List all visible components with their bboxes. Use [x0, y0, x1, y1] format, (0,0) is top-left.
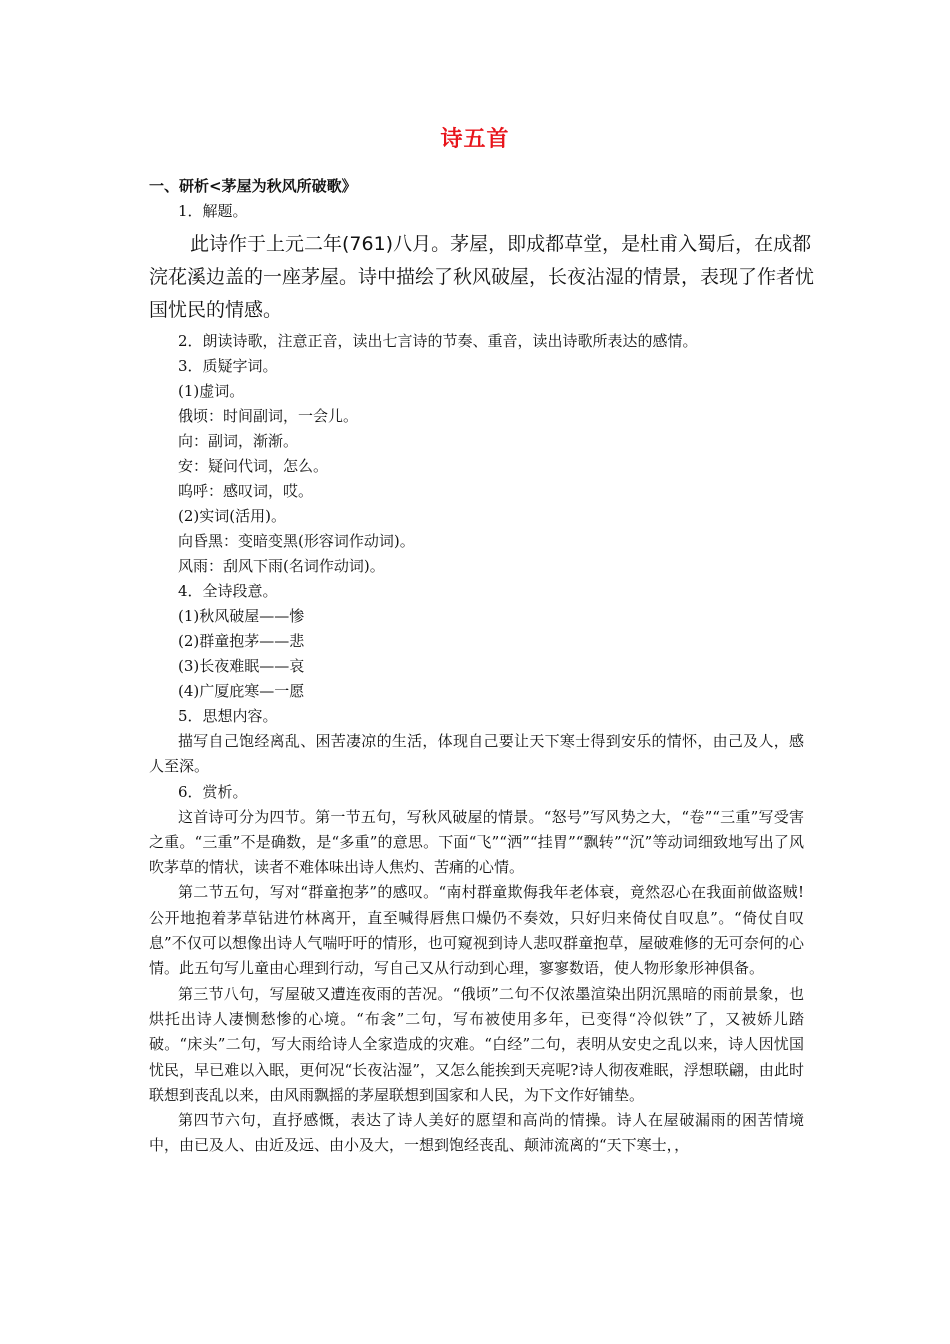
item-heading: 1．解题。 — [178, 202, 248, 220]
intro-line: 此诗作于上元二年(761)八月。茅屋，即成都草堂，是杜甫入蜀后，在成都 — [190, 233, 812, 255]
item-heading: 3．质疑字词。 — [178, 357, 278, 375]
body-paragraph: 第四节六句，直抒感慨，表达了诗人美好的愿望和高尚的情操。诗人在屋破漏雨的困苦情境中，由已及人、由近及远、由小及大，一想到饱经丧乱、颠沛流离的“天下寒士，， — [149, 1111, 804, 1155]
stanza-summary: (2)群童抱茅——悲 — [178, 632, 305, 650]
body-paragraph: 第二节五句，写对“群童抱茅”的感叹。“南村群童欺侮我年老体衰，竟然忍心在我面前做盗贼!公开地抱着茅草钻进竹林离开，直至喊得唇焦口燥仍不奏效，只好归来倚仗自叹息”。“倚仗自叹息”不仅可以想像出诗人气喘吁吁的情形，也可窥视到诗人悲叹群童抱草，屋破难修的无可奈何的心情。此五句写儿童由心理到行动，写自己又从行动到心理，寥寥数语，使人物形象形神俱备。 — [149, 883, 804, 978]
body-paragraph: 描写自己饱经离乱、困苦凄凉的生活，体现自己要让天下寒士得到安乐的情怀，由己及人，感人至深。 — [149, 732, 804, 776]
word-note: 向昏黑：变暗变黑(形容词作动词)。 — [178, 532, 415, 550]
intro-line: 国忧民的情感。 — [149, 299, 283, 321]
word-note: 安：疑问代词，怎么。 — [178, 457, 329, 475]
stanza-summary: (3)长夜难眠——哀 — [178, 657, 305, 675]
page-title: 诗五首 — [440, 127, 510, 152]
word-note: 呜呼：感叹词，哎。 — [178, 482, 314, 500]
sub-heading: (2)实词(活用)。 — [178, 507, 286, 525]
sub-heading: (1)虚词。 — [178, 382, 245, 400]
word-note: 风雨：刮风下雨(名词作动词)。 — [178, 557, 385, 575]
word-note: 向：副词，渐渐。 — [178, 432, 299, 450]
item-heading: 6．赏析。 — [178, 782, 248, 801]
word-note: 俄顷：时间副词，一会儿。 — [178, 407, 359, 425]
body-paragraph: 这首诗可分为四节。第一节五句，写秋风破屋的情景。“怒号”写风势之大，“卷”“三重”写受害之重。“三重”不是确数，是“多重”的意思。下面“飞”“洒”“挂胃”“飘转”“沉”等动词细致地写出了风吹茅草的情状，读者不难体味出诗人焦灼、苦痛的心情。 — [149, 807, 804, 877]
body-paragraph: 第三节八句，写屋破又遭连夜雨的苦况。“俄顷”二句不仅浓墨渲染出阴沉黑暗的雨前景象，也烘托出诗人凄恻愁惨的心境。“布衾”二句，写布被使用多年，已变得“冷似铁”了，又被娇儿踏破。“床头”二句，写大雨给诗人全家造成的灾难。“白经”二句，表明从安史之乱以来，诗人因忧国忧民，早已难以入眠，更何况“长夜沾湿”，又怎么能挨到天亮呢?诗人彻夜难眠，浮想联翩，由此时联想到丧乱以来，由风雨飘摇的茅屋联想到国家和人民，为下文作好铺垫。 — [149, 984, 804, 1104]
stanza-summary: (1)秋风破屋——惨 — [178, 607, 305, 625]
item-heading: 2．朗读诗歌，注意正音，读出七言诗的节奏、重音，读出诗歌所表达的感情。 — [178, 332, 698, 350]
intro-line: 浣花溪边盖的一座茅屋。诗中描绘了秋风破屋，长夜沾湿的情景，表现了作者忧 — [149, 266, 815, 288]
stanza-summary: (4)广厦庇寒—一愿 — [178, 682, 305, 700]
item-heading: 5．思想内容。 — [178, 707, 278, 725]
item-heading: 4．全诗段意。 — [178, 582, 278, 600]
intro-paragraph — [149, 228, 815, 327]
section-heading: 一、研析<茅屋为秋风所破歌》 — [149, 177, 357, 195]
document-body — [149, 174, 815, 1159]
